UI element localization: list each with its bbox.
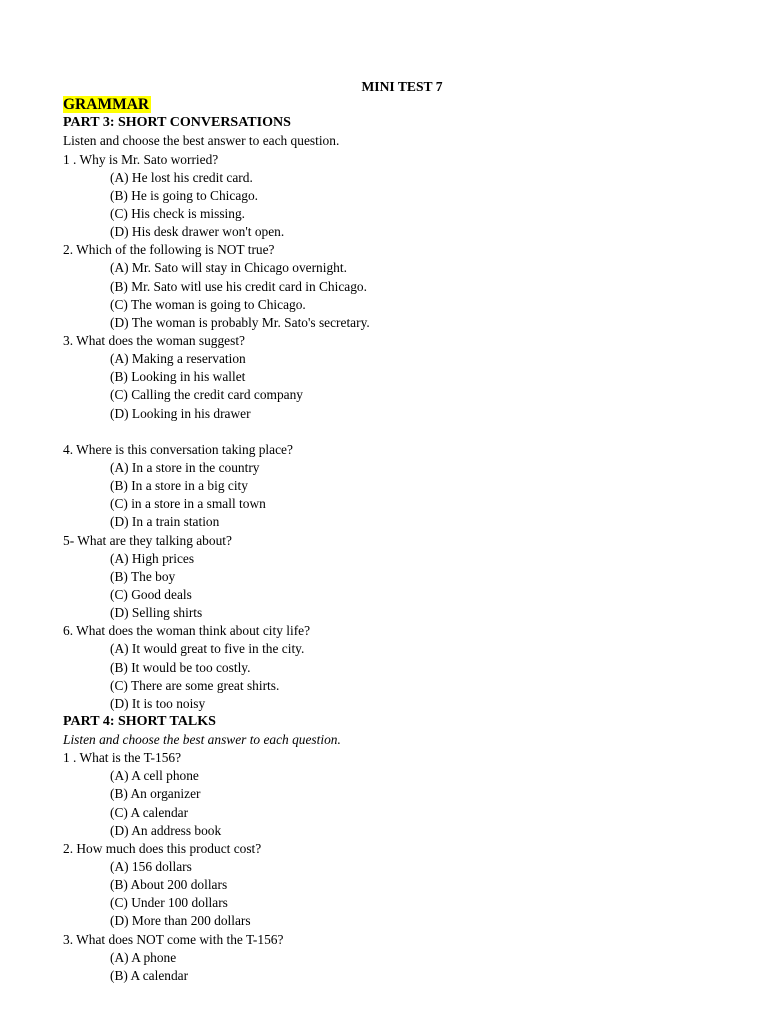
answer-option: (B) In a store in a big city [110, 478, 248, 494]
answer-option: (C) There are some great shirts. [110, 677, 280, 693]
part3-heading: PART 3: SHORT CONVERSATIONS [63, 115, 291, 131]
question: 2. Which of the following is NOT true? [63, 242, 275, 258]
answer-option: (D) An address book [110, 822, 222, 838]
part3-instruction: Listen and choose the best answer to each question. [63, 133, 340, 149]
question: 2. How much does this product cost? [63, 840, 262, 856]
page-title: MINI TEST 7 [361, 79, 443, 94]
answer-option: (C) in a store in a small town [110, 496, 266, 512]
grammar-label-row [63, 96, 723, 114]
answer-option: (C) His check is missing. [110, 205, 246, 221]
answer-option: (C) Good deals [110, 586, 192, 602]
answer-option: (D) The woman is probably Mr. Sato's secretary. [110, 314, 370, 330]
answer-option: (D) Selling shirts [110, 605, 203, 621]
answer-option: (C) Under 100 dollars [110, 895, 228, 911]
answer-option: (A) A cell phone [110, 768, 199, 784]
answer-option: (C) The woman is going to Chicago. [110, 296, 306, 312]
question: 6. What does the woman think about city life? [63, 623, 311, 639]
answer-option: (D) In a train station [110, 514, 220, 530]
part4-heading: PART 4: SHORT TALKS [63, 713, 216, 729]
question: 4. Where is this conversation taking place? [63, 441, 293, 457]
question: 1 . Why is Mr. Sato worried? [63, 151, 219, 167]
answer-option: (B) Looking in his wallet [110, 369, 246, 385]
answer-option: (A) A phone [110, 949, 177, 965]
answer-option: (A) He lost his credit card. [110, 169, 253, 185]
answer-option: (A) 156 dollars [110, 859, 192, 875]
answer-option: (B) He is going to Chicago. [110, 187, 259, 203]
answer-option: (B) It would be too costly. [110, 659, 251, 675]
answer-option: (D) Looking in his drawer [110, 405, 251, 421]
answer-option: (A) High prices [110, 550, 195, 566]
answer-option: (D) It is too noisy [110, 695, 206, 711]
answer-option: (A) Mr. Sato will stay in Chicago overnight. [110, 260, 347, 276]
answer-option: (C) A calendar [110, 804, 189, 820]
answer-option: (D) More than 200 dollars [110, 913, 251, 929]
document-page [63, 78, 723, 985]
part4-instruction: Listen and choose the best answer to each question. [63, 732, 341, 748]
answer-option: (B) Mr. Sato witl use his credit card in Chicago. [110, 278, 367, 294]
answer-option: (B) An organizer [110, 786, 201, 802]
grammar-label: GRAMMAR [63, 96, 150, 114]
question: 5- What are they talking about? [63, 532, 232, 548]
answer-option: (A) It would great to five in the city. [110, 641, 305, 657]
answer-option: (C) Calling the credit card company [110, 387, 303, 403]
blank-line [63, 423, 723, 441]
question: 3. What does the woman suggest? [63, 332, 245, 348]
answer-option: (A) Making a reservation [110, 351, 246, 367]
answer-option: (B) The boy [110, 568, 176, 584]
question: 3. What does NOT come with the T-156? [63, 931, 284, 947]
answer-option: (A) In a store in the country [110, 459, 260, 475]
answer-option: (B) A calendar [110, 967, 189, 983]
answer-option: (B) About 200 dollars [110, 877, 228, 893]
question: 1 . What is the T-156? [63, 750, 182, 766]
answer-option: (D) His desk drawer won't open. [110, 224, 285, 240]
